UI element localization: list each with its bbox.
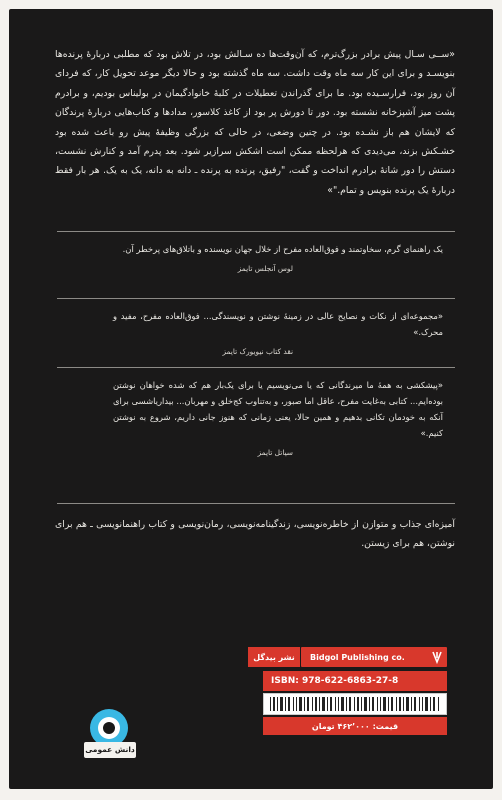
- review-text: یک راهنمای گرم، سخاوتمند و فوق‌العاده مفرح از خلال جهان نویسنده و باتلاق‌های پرخطر آن.: [122, 244, 443, 254]
- review-2: [113, 308, 443, 360]
- review-1: [113, 241, 443, 277]
- publisher-name-en: Bidgol Publishing co.: [310, 652, 405, 662]
- review-source: سیاتل تایمز: [257, 448, 293, 457]
- isbn-label: ISBN: 978-622-6863-27-8: [263, 671, 447, 691]
- category-label: دانش عمومی: [84, 742, 136, 758]
- price-label: قیمت: ۴۶۲٬۰۰۰ تومان: [263, 717, 447, 735]
- review-source: نقد کتاب نیویورک تایمز: [222, 347, 293, 356]
- review-text: «پیشکشی به همهٔ ما میرندگانی که یا می‌نویسیم یا برای یک‌بار هم که شده خواهان نوشتن بوده‌ایم... کتابی به‌غایت مفرح، عاقل اما صبور، و به‌تناوب کج‌خلق و مهربان... بیداریاشسی برای آنکه به خودمان تکانی بدهیم و همین حالا، یعنی زمانی که هنوز جانی داریم، شروع به نوشتن کنیم.»: [113, 380, 443, 438]
- review-text: «مجموعه‌ای از نکات و نصایح عالی در زمینهٔ نوشتن و نویسندگی... فوق‌العاده مفرح، مفید و محرک.»: [113, 311, 443, 337]
- divider: [57, 503, 455, 504]
- publisher-tag: [301, 647, 447, 667]
- divider: [57, 367, 455, 368]
- blurb: آمیزه‌ای جذاب و متوازن از خاطره‌نویسی، زندگینامه‌نویسی، رمان‌نویسی و کتاب راهنمانویسی ـ هم برای نوشتن، هم برای زیستن.: [55, 519, 455, 549]
- divider: [57, 231, 455, 232]
- review-source: لوس آنجلس تایمز: [237, 264, 293, 273]
- publisher-name-fa: نشر بیدگل: [248, 647, 300, 667]
- publisher-logo-icon: [427, 647, 447, 667]
- main-excerpt: «ســی سـال پیش برادر بزرگ‌ترم، که آن‌وقت‌ها ده سـالش بود، در تلاش بود که مطلبی دربارهٔ پرنده‌ها بنویسـد و برای این کار سه ماه وقت داشت. سه ماه گذشته بود و حالا دیگر موعد تحویل کار، که فردای آن روز بود، فرارسـیده بود. ما برای گذراندن تعطیلات در کلبهٔ خانوادگیمان در بولیناس بودیم، و برادرم پشت میز آشپزخانه نشسته بود. دور تا دورش پر بود از کاغذ کلاسور، مدادها و کتاب‌هایی دربارهٔ پرندگان که لایشان هم باز نشـده بود. در چنین وضعی، در حالی که بزرگی وظیفهٔ پیش رو باعث شده بود خشـکش بزند، می‌دیدی که هرلحظه ممکن است اشکش سرازیر شود. بعد پدرم آمد و کنارش نشست، دستش را دور شانهٔ برادرم انداخت و گفت، "رفیق، پرنده به پرنده ـ دانه به دانه، یک به یک. هر بار فقط دربارهٔ یک پرنده بنویس و تمام."»: [55, 49, 455, 196]
- review-3: [113, 377, 443, 461]
- barcode: [263, 693, 447, 715]
- divider: [57, 298, 455, 299]
